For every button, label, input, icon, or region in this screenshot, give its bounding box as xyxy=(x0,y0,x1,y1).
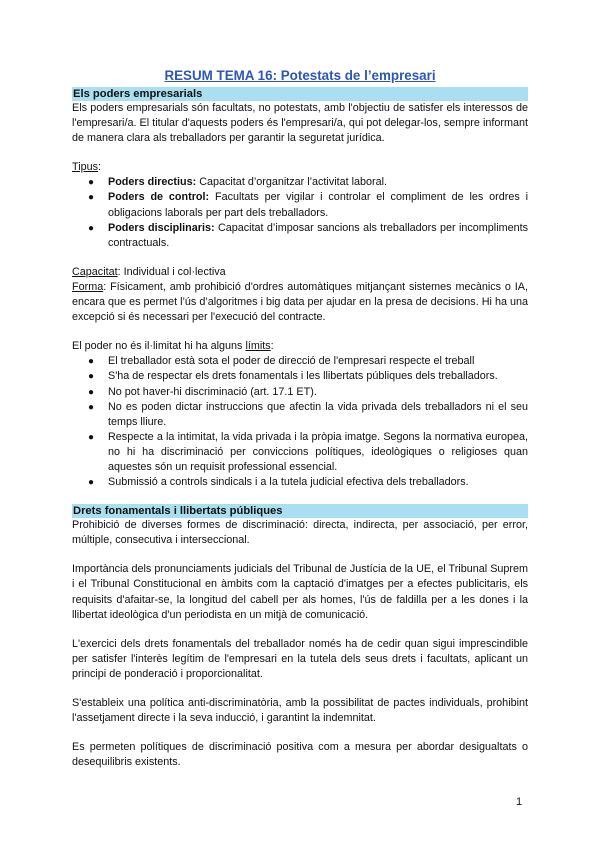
paragraph-discriminacio: Prohibició de diverses formes de discriminació: directa, indirecta, per associació, per error, múltiple, consecutiva i interseccional. xyxy=(72,519,528,547)
spacer xyxy=(72,548,528,562)
section-heading-drets: Drets fonamentals i llibertats públiques xyxy=(72,504,528,518)
limits-colon: : xyxy=(270,340,274,353)
spacer xyxy=(72,726,528,740)
list-item-term: Poders disciplinaris: xyxy=(108,221,215,234)
list-item xyxy=(72,221,528,251)
capacitat-line xyxy=(72,265,528,280)
bullet-dot-icon: ● xyxy=(88,386,95,398)
list-item-text: Respecte a la intimitat, la vida privada i la pròpia imatge. Segons la normativa europea, no hi ha discriminació per conviccions polítiques, ideològiques o religioses quan aquestes són un requisit professional essencial. xyxy=(108,430,528,473)
intro-paragraph: Els poders empresarials són facultats, no potestats, amb l'objectiu de satisfer els interessos de l'empresari/a. El titular d'aquests poders és l'empresari/a, qui pot delegar-los, sempre informant de manera clara als treballadors per garantir la seguretat jurídica. xyxy=(72,102,528,145)
list-item xyxy=(72,175,528,190)
forma-paragraph xyxy=(72,280,528,325)
bullet-dot-icon: ● xyxy=(88,192,95,204)
list-item-text: No es poden dictar instruccions que afectin la vida privada dels treballadors ni el seu temps lliure. xyxy=(108,400,528,428)
limits-list xyxy=(72,354,528,490)
spacer xyxy=(72,490,528,504)
paragraph-politica: S'estableix una política anti-discriminatòria, amb la possibilitat de pactes individuals, prohibint l'assetjament directe i la seva inducció, i garantint la indemnitat. xyxy=(72,697,528,725)
capacitat-label: Capacitat xyxy=(72,265,118,278)
bullet-dot-icon: ● xyxy=(88,177,95,189)
spacer xyxy=(72,251,528,265)
list-item-text: Facultats per vigilar i controlar el compliment de les ordres i obligacions laborals per part dels treballadors. xyxy=(108,191,528,219)
list-item-term: Poders de control: xyxy=(108,191,210,204)
list-item-text: Submissió a controls sindicals i a la tutela judicial efectiva dels treballadors. xyxy=(108,476,469,489)
bullet-dot-icon: ● xyxy=(88,401,95,413)
section-heading-poders: Els poders empresarials xyxy=(72,87,528,101)
bullet-dot-icon: ● xyxy=(88,356,95,368)
list-item-text: No pot haver-hi discriminació (art. 17.1 ET). xyxy=(108,385,317,398)
bullet-dot-icon: ● xyxy=(88,222,95,234)
limits-intro: El poder no és il·limitat hi ha alguns xyxy=(72,340,246,353)
spacer xyxy=(72,682,528,696)
list-item xyxy=(72,430,528,475)
paragraph-discriminacio-positiva: Es permeten polítiques de discriminació positiva com a mesura per abordar desigualtats o desequilibris existents. xyxy=(72,741,528,769)
bullet-dot-icon: ● xyxy=(88,431,95,443)
tipus-list xyxy=(72,175,528,250)
list-item xyxy=(72,475,528,490)
list-item xyxy=(72,190,528,220)
bullet-dot-icon: ● xyxy=(88,371,95,383)
limits-label: límits xyxy=(245,340,271,353)
list-item xyxy=(72,400,528,430)
spacer xyxy=(72,623,528,637)
capacitat-text: : Individual i col·lectiva xyxy=(117,265,226,278)
list-item xyxy=(72,354,528,369)
paragraph-pronunciaments: Importància dels pronunciaments judicials del Tribunal de Justícia de la UE, el Tribunal Suprem i el Tribunal Constitucional en àmbits com la captació d'imatges per a efectes publicitaris, els requisits d'afaitar-se, la longitud del cabell per als homes, l'ús de faldilla per a les dones i la llibertat ideològica d'un periodista en un mitjà de comunicació. xyxy=(72,563,528,621)
spacer xyxy=(72,146,528,160)
forma-text: : Físicament, amb prohibició d'ordres automàtiques mitjançant sistemes mecànics o IA, encara que es permet l’ús d’algoritmes i big data per ajudar en la presa de decisions. Hi ha una excepció si és necessari per l'execució del contracte. xyxy=(72,280,528,324)
list-item xyxy=(72,385,528,400)
page-number: 1 xyxy=(516,796,523,808)
bullet-dot-icon: ● xyxy=(88,477,95,489)
limits-intro-line xyxy=(72,339,528,354)
document-title: RESUM TEMA 16: Potestats de l’empresari xyxy=(164,68,436,83)
list-item-text: S'ha de respectar els drets fonamentals i les llibertats públiques dels treballadors. xyxy=(108,370,498,383)
list-item-text: El treballador està sota el poder de direcció de l'empresari respecte el treball xyxy=(108,355,475,368)
list-item-term: Poders directius: xyxy=(108,176,197,189)
list-item xyxy=(72,369,528,384)
forma-label: Forma xyxy=(72,280,104,293)
list-item-text: Capacitat d’imposar sancions als treballadors per incompliments contractuals. xyxy=(108,221,529,249)
tipus-label: Tipus xyxy=(72,161,99,174)
document-page xyxy=(72,68,528,770)
paragraph-exercici-drets: L'exercici dels drets fonamentals del treballador només ha de cedir quan sigui imprescindible per satisfer l'interès legítim de l'empresari en la tutela dels seus drets i facultats, aplicant un principi de ponderació i proporcionalitat. xyxy=(72,637,528,680)
tipus-label-line: Tipus: xyxy=(72,161,102,174)
spacer xyxy=(72,325,528,339)
list-item-text: Capacitat d’organitzar l’activitat laboral. xyxy=(196,176,388,189)
